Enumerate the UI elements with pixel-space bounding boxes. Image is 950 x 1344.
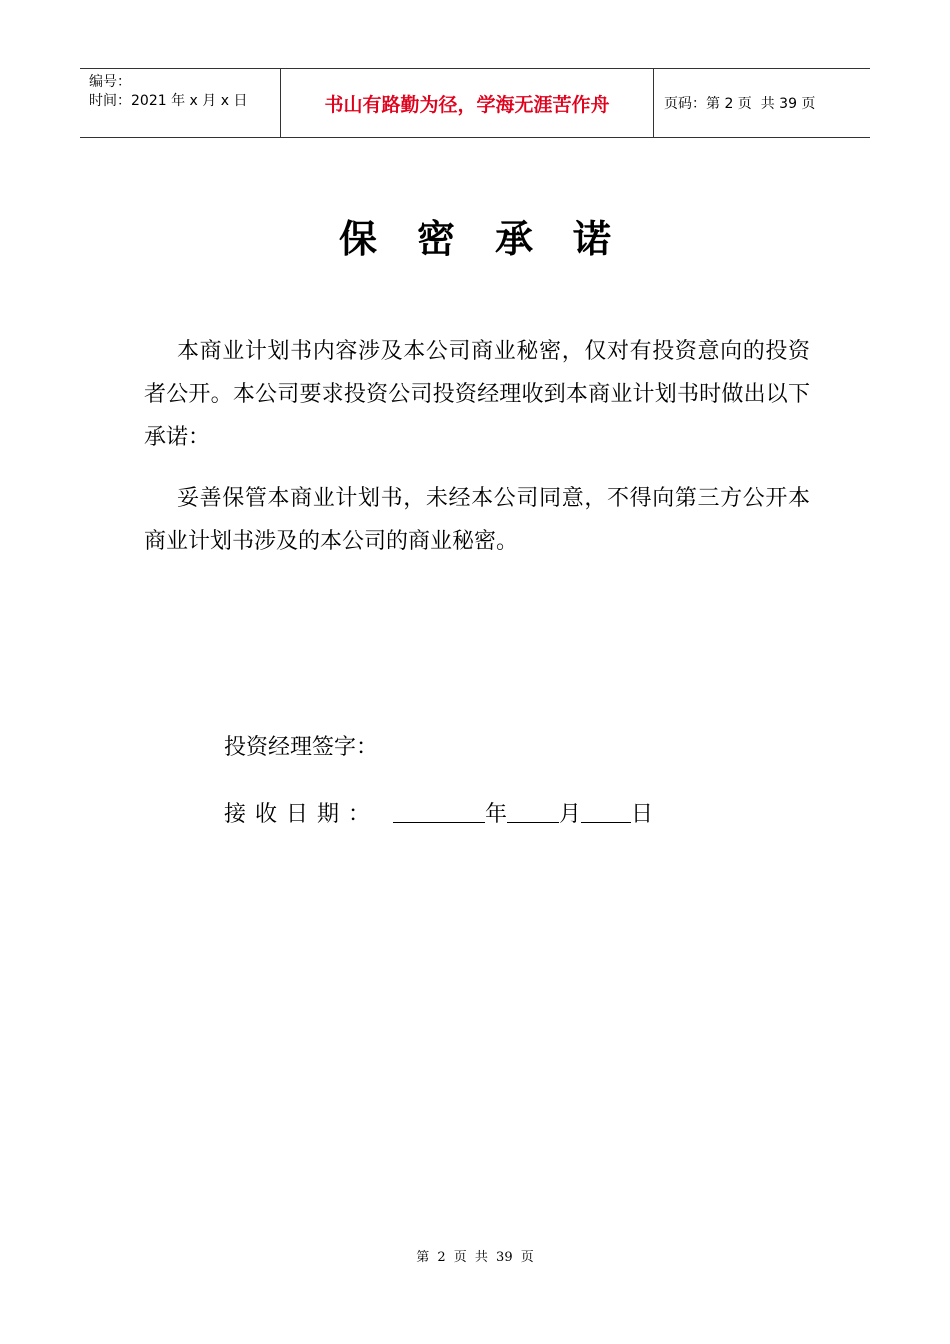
document-header — [80, 68, 870, 138]
paragraph-commitment: 妥善保管本商业计划书，未经本公司同意，不得向第三方公开本商业计划书涉及的本公司的商业秘密。 — [144, 486, 810, 554]
date-row — [224, 797, 653, 828]
month-blank — [507, 800, 559, 823]
year-unit: 年 — [485, 802, 508, 827]
month-unit: 月 — [559, 802, 582, 827]
page-title: 保密承诺 — [338, 216, 651, 261]
header-number-label: 编号： — [89, 74, 131, 90]
year-blank — [393, 800, 485, 823]
header-time-label: 时间：2021 年 x 月 x 日 — [89, 93, 248, 109]
header-motto: 书山有路勤为径，学海无涯苦作舟 — [281, 69, 654, 137]
date-label: 接收日期： — [224, 802, 380, 827]
header-page-info-cell — [654, 69, 870, 137]
day-unit: 日 — [631, 802, 654, 827]
day-blank — [581, 800, 631, 823]
header-page-info: 页码：第 2 页 共 39 页 — [664, 96, 816, 112]
paragraph-intro: 本商业计划书内容涉及本公司商业秘密，仅对有投资意向的投资者公开。本公司要求投资公司投资经理收到本商业计划书时做出以下承诺： — [144, 339, 810, 450]
page-footer: 第 2 页 共 39 页 — [416, 1250, 534, 1265]
header-meta-cell — [80, 69, 281, 137]
signature-label: 投资经理签字： — [224, 735, 379, 760]
